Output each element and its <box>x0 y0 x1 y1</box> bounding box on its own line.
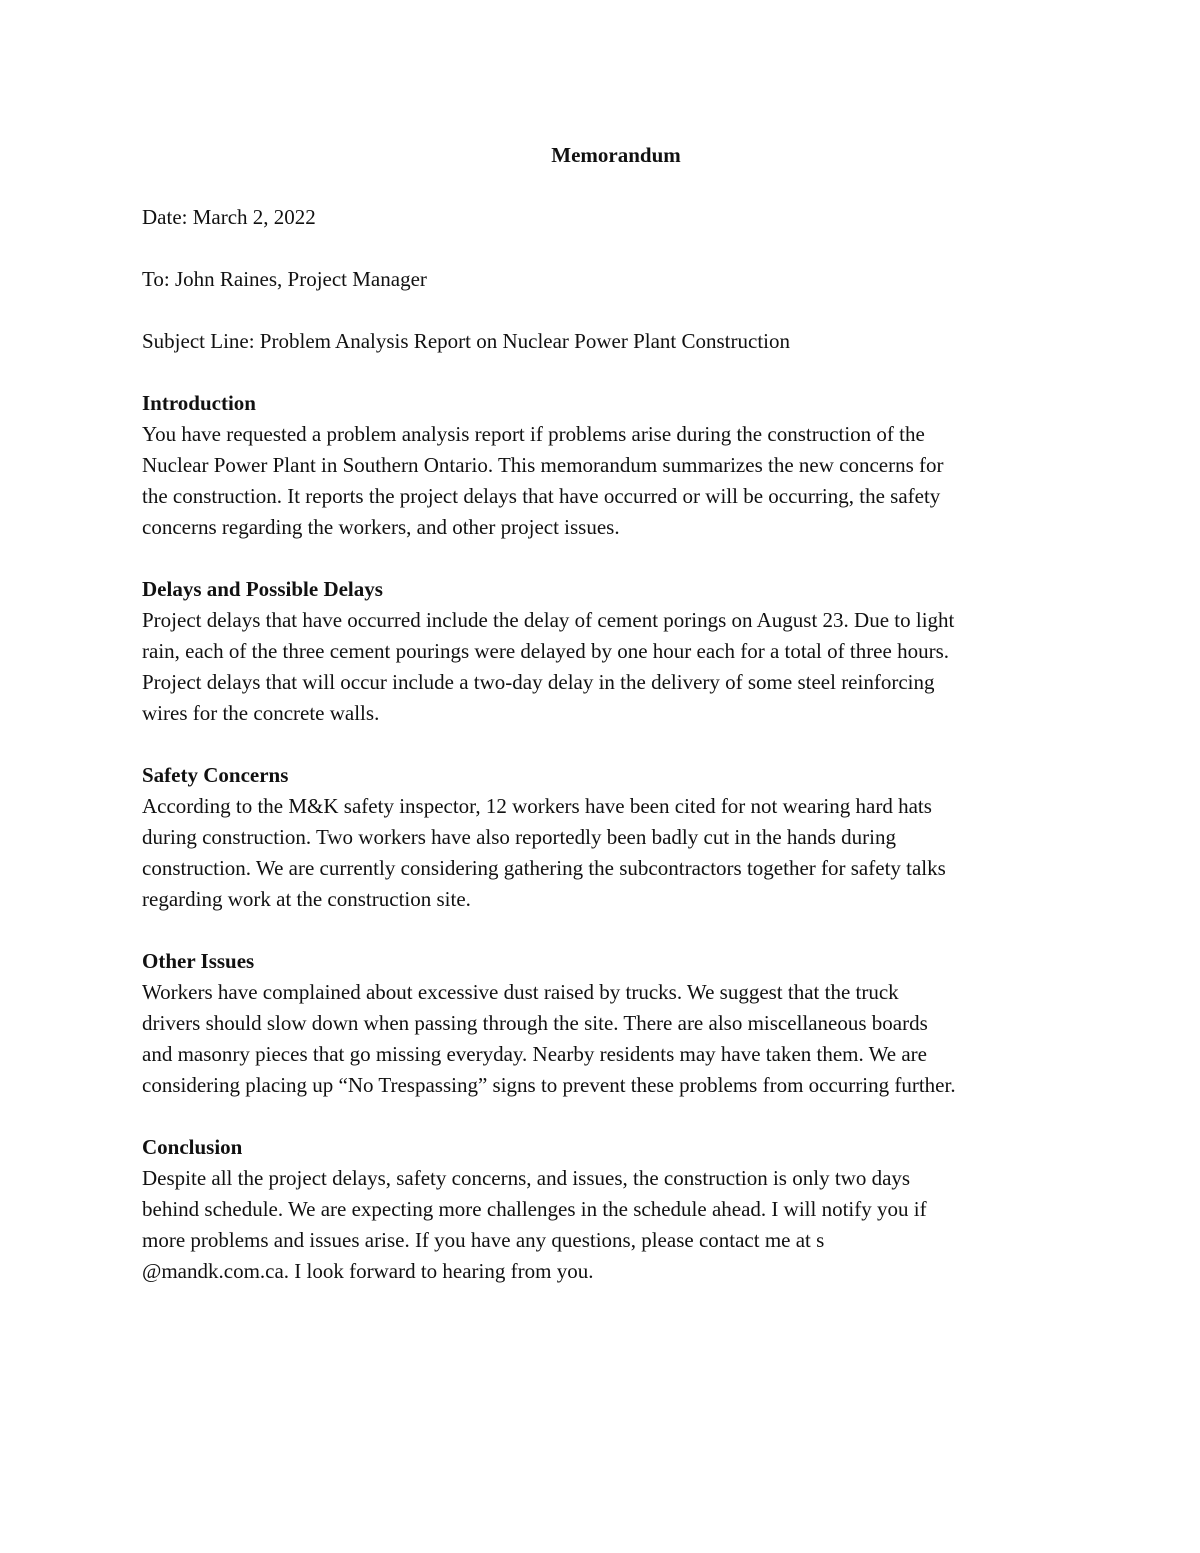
to-line: To: John Raines, Project Manager <box>142 267 427 291</box>
other-issues-text-line: Workers have complained about excessive dust raised by trucks. We suggest that the truck <box>142 980 899 1004</box>
safety-heading: Safety Concerns <box>142 763 289 787</box>
other-issues-text-line: and masonry pieces that go missing everyday. Nearby residents may have taken them. We are <box>142 1042 927 1066</box>
introduction-text-line: Nuclear Power Plant in Southern Ontario. This memorandum summarizes the new concerns for <box>142 453 944 477</box>
conclusion-section <box>142 1132 1072 1287</box>
delays-section <box>142 574 1072 729</box>
safety-section <box>142 760 1072 915</box>
delays-text-line: Project delays that have occurred include the delay of cement porings on August 23. Due to light <box>142 608 955 632</box>
conclusion-text-line: @mandk.com.ca. I look forward to hearing from you. <box>142 1259 594 1283</box>
delays-text-line: Project delays that will occur include a two-day delay in the delivery of some steel reinforcing <box>142 670 935 694</box>
introduction-section <box>142 388 1072 543</box>
safety-text-line: According to the M&K safety inspector, 12 workers have been cited for not wearing hard hats <box>142 794 932 818</box>
introduction-heading: Introduction <box>142 391 256 415</box>
date-line: Date: March 2, 2022 <box>142 205 316 229</box>
conclusion-heading: Conclusion <box>142 1135 243 1159</box>
delays-heading: Delays and Possible Delays <box>142 577 383 601</box>
safety-text-line: construction. We are currently considering gathering the subcontractors together for safety talks <box>142 856 946 880</box>
introduction-text-line: concerns regarding the workers, and other project issues. <box>142 515 620 539</box>
conclusion-text-line: more problems and issues arise. If you have any questions, please contact me at s <box>142 1228 825 1252</box>
subject-line: Subject Line: Problem Analysis Report on Nuclear Power Plant Construction <box>142 329 790 353</box>
memo-document <box>142 140 1072 1318</box>
safety-text-line: during construction. Two workers have also reportedly been badly cut in the hands during <box>142 825 896 849</box>
introduction-text-line: You have requested a problem analysis report if problems arise during the construction of the <box>142 422 925 446</box>
other-issues-text-line: considering placing up “No Trespassing” signs to prevent these problems from occurring further. <box>142 1073 956 1097</box>
conclusion-text-line: behind schedule. We are expecting more challenges in the schedule ahead. I will notify you if <box>142 1197 927 1221</box>
safety-text-line: regarding work at the construction site. <box>142 887 471 911</box>
other-issues-text-line: drivers should slow down when passing through the site. There are also miscellaneous boards <box>142 1011 928 1035</box>
delays-text-line: wires for the concrete walls. <box>142 701 380 725</box>
other-issues-section <box>142 946 1072 1101</box>
introduction-text-line: the construction. It reports the project delays that have occurred or will be occurring, the safety <box>142 484 941 508</box>
delays-text-line: rain, each of the three cement pourings were delayed by one hour each for a total of three hours. <box>142 639 949 663</box>
conclusion-text-line: Despite all the project delays, safety concerns, and issues, the construction is only two days <box>142 1166 911 1190</box>
memo-title: Memorandum <box>551 143 681 167</box>
other-issues-heading: Other Issues <box>142 949 255 973</box>
